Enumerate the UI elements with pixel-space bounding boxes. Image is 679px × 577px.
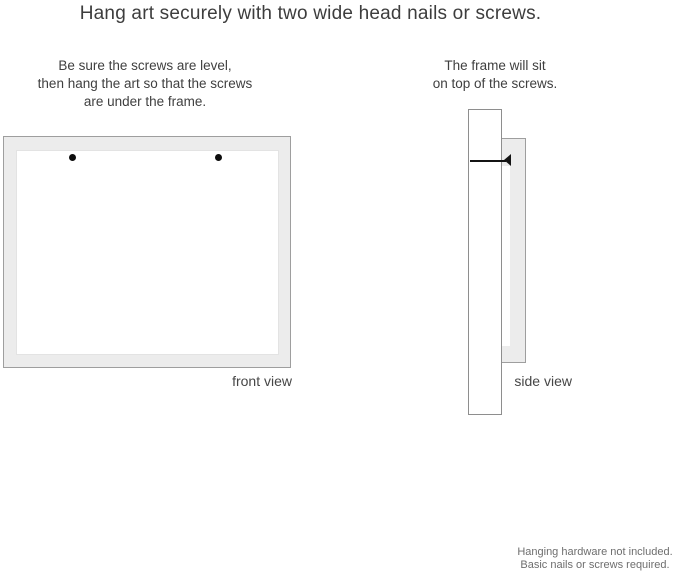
wall-cross-section (468, 109, 502, 415)
front-view-frame-opening (16, 150, 279, 355)
instruction-line: are under the frame. (83, 94, 207, 109)
nail-head-icon (504, 154, 511, 166)
front-view-label: front view (232, 373, 292, 389)
hardware-disclaimer (512, 546, 678, 572)
right-nail-icon (215, 154, 222, 161)
side-view-frame (502, 138, 526, 363)
instruction-line: The frame will sit (444, 58, 546, 73)
side-view-instruction (395, 57, 595, 93)
instruction-line: Be sure the screws are level, (58, 58, 232, 73)
page-title: Hang art securely with two wide head nails or screws. (79, 3, 542, 24)
front-view-instruction (20, 57, 270, 111)
side-view-label: side view (514, 373, 572, 389)
disclaimer-line: Hanging hardware not included. (517, 546, 673, 558)
instruction-line: then hang the art so that the screws (37, 76, 253, 91)
disclaimer-line: Basic nails or screws required. (520, 559, 670, 571)
instruction-line: on top of the screws. (432, 76, 558, 91)
left-nail-icon (69, 154, 76, 161)
front-view-frame (3, 136, 291, 368)
side-view-frame-opening (502, 166, 510, 346)
nail-shaft-icon (470, 160, 506, 162)
